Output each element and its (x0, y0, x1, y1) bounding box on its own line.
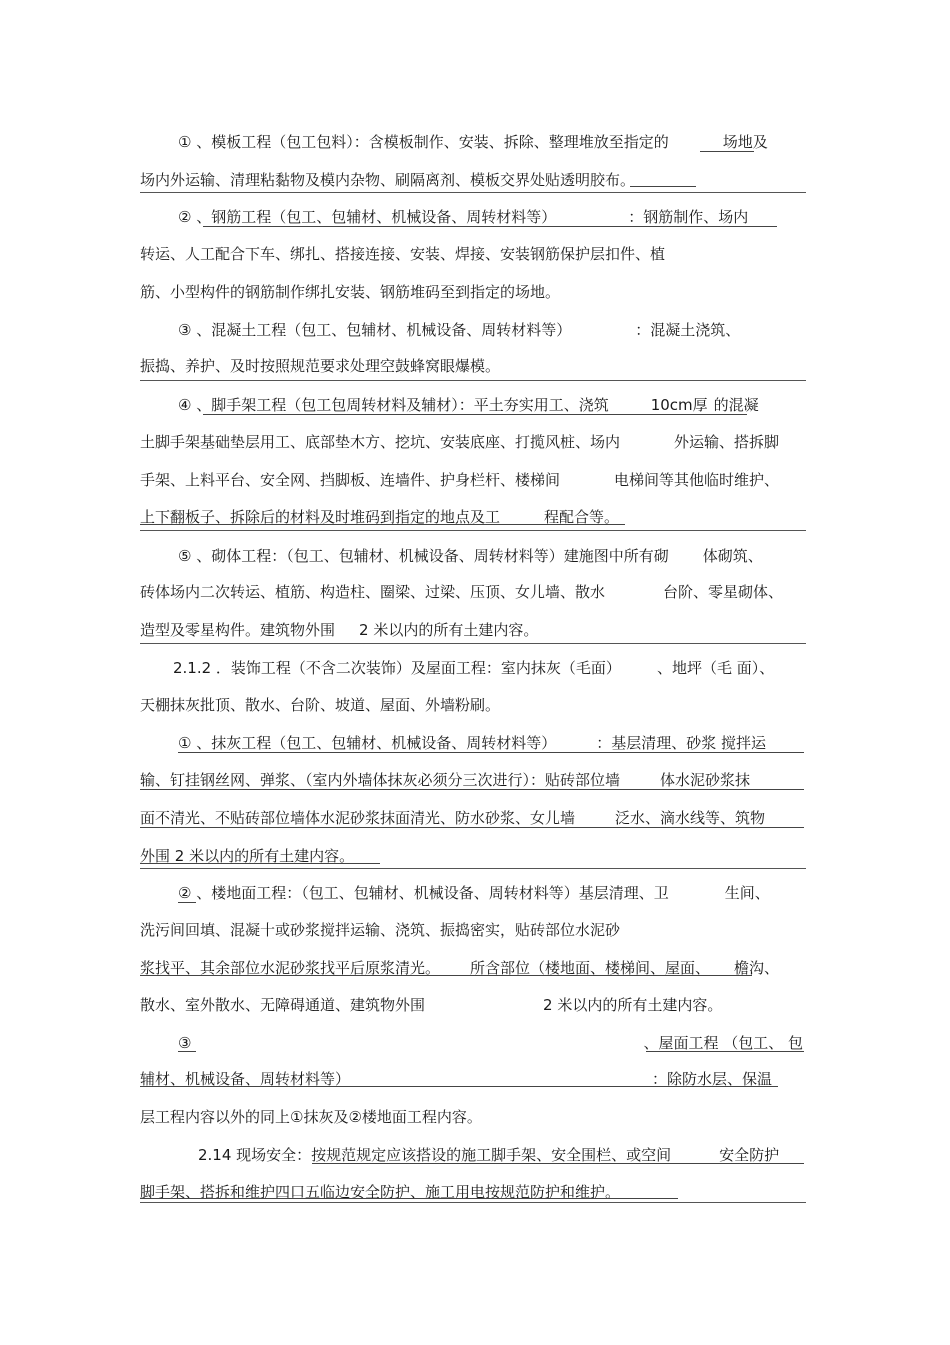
paragraph-rule (140, 192, 806, 193)
text-line (140, 732, 806, 754)
text-segment: 天棚抹灰批顶、散水、台阶、坡道、屋面、外墙粉刷。 (140, 696, 501, 714)
text-line (140, 919, 806, 941)
underline (203, 226, 777, 227)
text-line (140, 769, 806, 791)
text-segment: ② 、钢筋工程（包工、包辅材、机械设备、周转材料等） (178, 208, 557, 226)
underline (140, 1086, 778, 1087)
text-segment: 手架、上料平台、安全网、挡脚板、连墙件、护身栏杆、楼梯间 (140, 471, 561, 489)
text-segment: 10cm厚 (650, 396, 708, 414)
text-segment: 2.1.2 ．装饰工程（不含二次装饰）及屋面工程：室内抹灰（毛面） (173, 659, 621, 677)
text-segment: 安全防护 (719, 1146, 780, 1164)
text-line (140, 882, 806, 904)
text-segment: ：基层清理、砂浆 搅拌运 (596, 734, 766, 752)
text-segment: 檐沟、 (734, 959, 780, 977)
text-segment: 浆找平、其余部位水泥砂浆找平后原浆清光。 (140, 959, 441, 977)
text-line (140, 545, 806, 567)
text-segment: 2.14 现场安全：按规范规定应该搭设的施工脚手架、安全围栏、或空间 (198, 1146, 672, 1164)
text-line (140, 994, 806, 1016)
text-segment: 2 米以内的所有土建内容。 (359, 621, 539, 639)
text-segment: 外运输、搭拆脚 (674, 433, 780, 451)
text-line (140, 694, 806, 716)
text-segment: 造型及零星构件。建筑物外围 (140, 621, 336, 639)
text-segment: 土脚手架基础垫层用工、底部垫木方、挖坑、安装底座、打揽风桩、场内 (140, 433, 621, 451)
underline (140, 524, 625, 525)
underline (646, 1051, 804, 1052)
underline (140, 827, 804, 828)
text-segment: 面不清光、不贴砖部位墙体水泥砂浆抹面清光、防水砂浆、女儿墙 (140, 809, 576, 827)
text-segment: 辅材、机械设备、周转材料等） (140, 1070, 351, 1088)
text-segment: 转运、人工配合下车、绑扎、搭接连接、安装、焊接、安装钢筋保护层扣件、植 (140, 245, 666, 263)
text-segment: ① 、抹灰工程（包工、包辅材、机械设备、周转材料等） (178, 734, 557, 752)
underline (700, 151, 754, 152)
text-line (140, 319, 806, 341)
text-line (140, 1181, 806, 1203)
text-segment: ：混凝土浇筑、 (635, 321, 741, 339)
text-segment: 的混凝 (713, 396, 759, 414)
text-segment: 脚手架、搭拆和维护四口五临边安全防护、施工用电按规范防护和维护。 (140, 1183, 621, 1201)
paragraph-rule (140, 868, 806, 869)
underline (178, 752, 804, 753)
text-line (140, 281, 806, 303)
underline (140, 789, 804, 790)
text-segment: 上下翻板子、拆除后的材料及时堆码到指定的地点及工 (140, 508, 501, 526)
text-segment: 筋、小型构件的钢筋制作绑扎安装、钢筋堆码至到指定的场地。 (140, 283, 561, 301)
text-segment: 程配合等。 (544, 508, 620, 526)
paragraph-rule (140, 643, 806, 644)
text-segment: 散水、室外散水、无障碍通道、建筑物外围 (140, 996, 426, 1014)
underline (140, 975, 752, 976)
paragraph-rule (140, 380, 806, 381)
text-line (140, 355, 806, 377)
text-segment: ② 、楼地面工程：（包工、包辅材、机械设备、周转材料等）基层清理、卫 (178, 884, 669, 902)
text-line (140, 394, 806, 416)
text-line (140, 169, 806, 191)
text-segment: 2 米以内的所有土建内容。 (543, 996, 723, 1014)
text-line (140, 431, 806, 453)
text-segment: ③ (178, 1034, 192, 1052)
text-line (140, 206, 806, 228)
text-segment: 振捣、养护、及时按照规范要求处理空鼓蜂窝眼爆模。 (140, 357, 501, 375)
text-segment: 所含部位（楼地面、楼梯间、屋面、 (470, 959, 711, 977)
paragraph-rule (140, 1202, 806, 1203)
text-segment: 、屋面工程 （包工、 包 (643, 1034, 803, 1052)
text-line (140, 807, 806, 829)
text-segment: ：钢筋制作、场内 (628, 208, 749, 226)
underline (140, 863, 380, 864)
text-line (140, 1106, 806, 1128)
paragraph-rule (140, 530, 806, 531)
text-segment: 层工程内容以外的同上①抹灰及②楼地面工程内容。 (140, 1108, 482, 1126)
text-segment: 泛水、滴水线等、筑物 (615, 809, 766, 827)
text-segment: 台阶、零星砌体、 (663, 583, 784, 601)
underline (178, 902, 196, 903)
text-segment: 输、钉挂钢丝网、弹浆、（室内外墙体抹灰必须分三次进行）：贴砖部位墙 (140, 771, 621, 789)
underline (178, 1051, 196, 1052)
text-line (140, 243, 806, 265)
underline (630, 186, 696, 187)
text-segment: ④ 、脚手架工程（包工包周转材料及辅材）：平土夯实用工、浇筑 (178, 396, 609, 414)
text-segment: ① 、模板工程（包工包料）：含模板制作、安装、拆除、整理堆放至指定的 (178, 133, 669, 151)
text-line (140, 657, 806, 679)
underline (203, 414, 747, 415)
text-segment: 体水泥砂浆抹 (660, 771, 751, 789)
text-segment: 生间、 (724, 884, 770, 902)
text-segment: 砖体场内二次转运、植筋、构造柱、圈梁、过梁、压顶、女儿墙、散水 (140, 583, 606, 601)
text-segment: 场地及 (722, 133, 768, 151)
text-segment: 外围 2 米以内的所有土建内容。 (140, 847, 355, 865)
text-line (140, 619, 806, 641)
text-segment: 电梯间等其他临时维护、 (614, 471, 780, 489)
text-segment: 场内外运输、清理粘黏物及模内杂物、刷隔离剂、模板交界处贴透明胶布。 (140, 171, 636, 189)
text-segment: 洗污间回填、混凝十或砂浆搅拌运输、浇筑、振捣密实，贴砖部位水泥砂 (140, 921, 621, 939)
text-segment: ⑤ 、砌体工程：（包工、包辅材、机械设备、周转材料等）建施图中所有砌 (178, 547, 669, 565)
text-segment: ③ 、混凝土工程（包工、包辅材、机械设备、周转材料等） (178, 321, 572, 339)
text-segment: 体砌筑、 (702, 547, 763, 565)
underline (312, 1163, 804, 1164)
text-line (140, 469, 806, 491)
underline (140, 1198, 678, 1199)
text-line (140, 581, 806, 603)
text-segment: ：除防水层、保温 (652, 1070, 773, 1088)
text-line (140, 131, 806, 153)
text-segment: 、地坪（毛 面）、 (656, 659, 775, 677)
